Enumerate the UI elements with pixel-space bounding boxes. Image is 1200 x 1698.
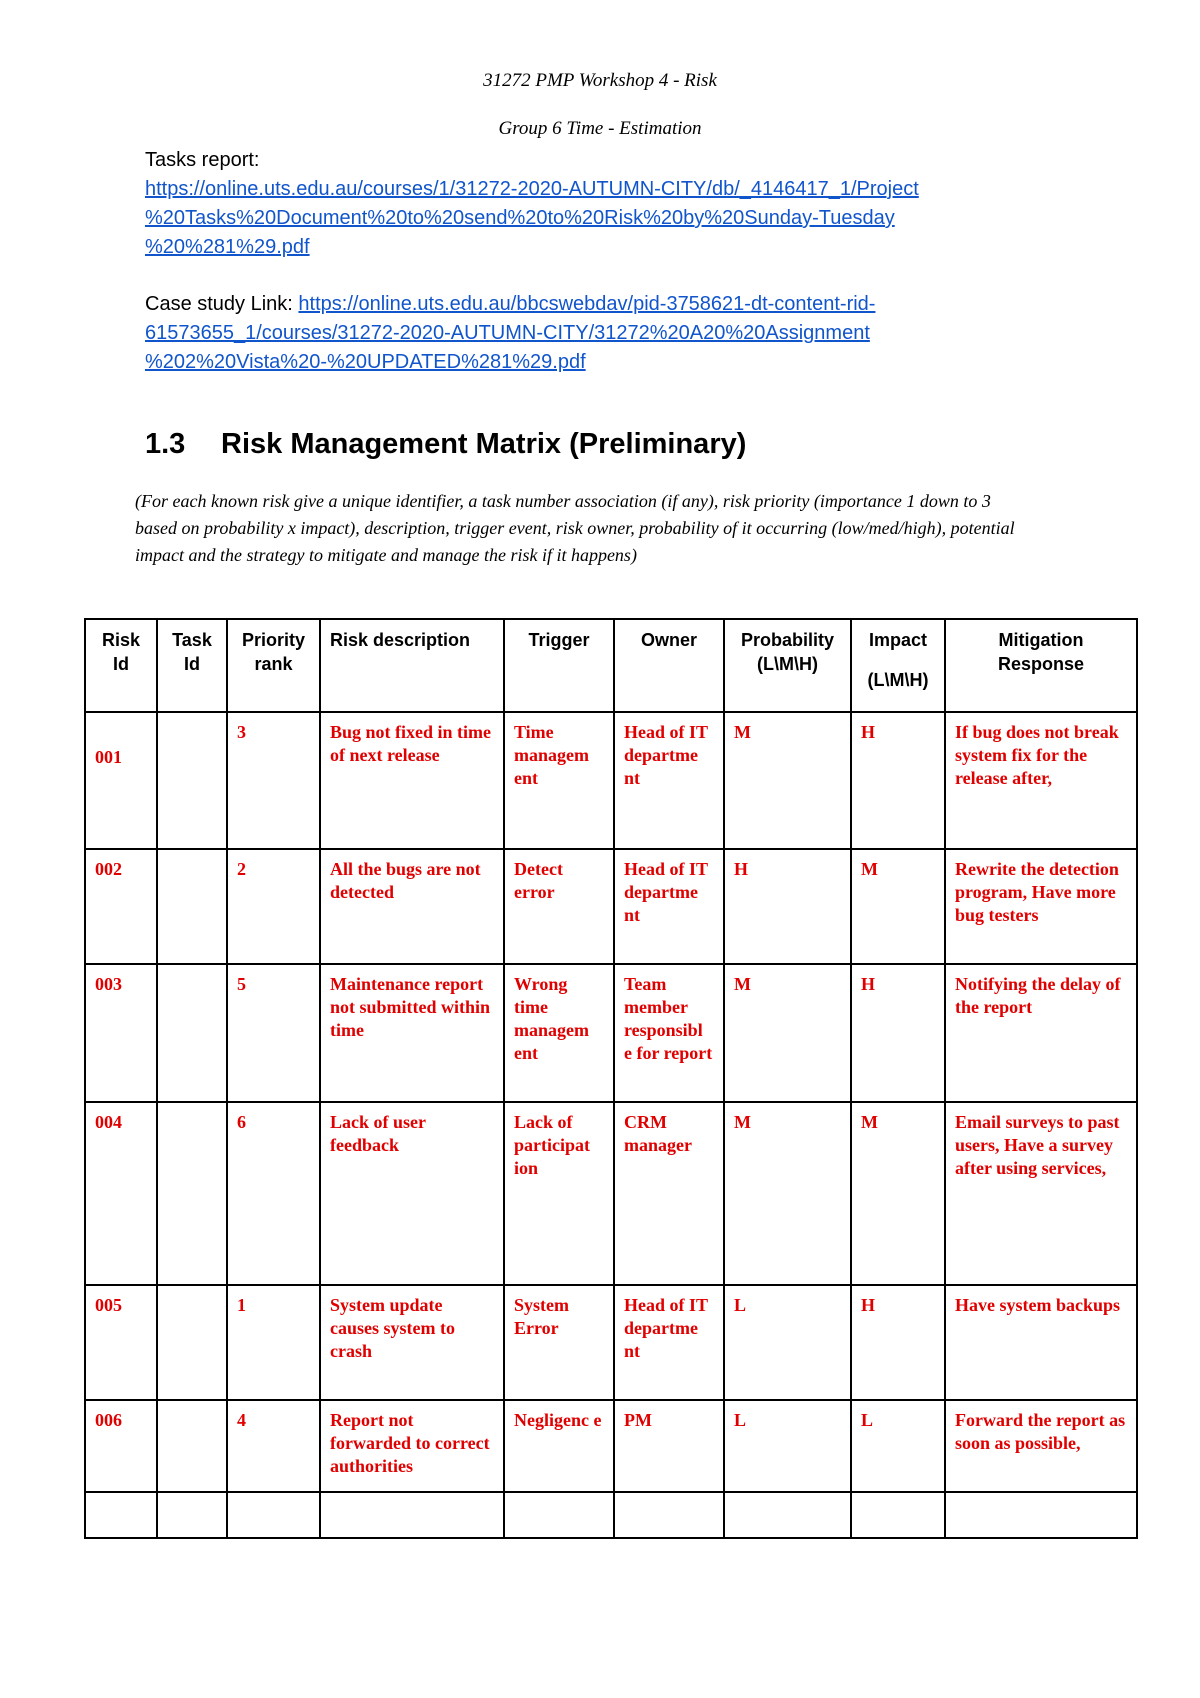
case-study-link-line-3[interactable]: %202%20Vista%20-%20UPDATED%281%29.pdf <box>145 351 586 373</box>
probability-cell: M <box>724 712 851 849</box>
owner-cell: Team member responsibl e for report <box>614 964 724 1102</box>
trigger-cell: Time managem ent <box>504 712 614 849</box>
section-number: 1.3 <box>145 428 186 460</box>
empty-cell <box>157 1492 227 1538</box>
risk-id-cell: 001 <box>85 712 157 849</box>
priority-cell: 2 <box>227 849 320 964</box>
table-row <box>85 849 1137 964</box>
owner-cell: CRM manager <box>614 1102 724 1285</box>
priority-cell: 1 <box>227 1285 320 1400</box>
risk-management-matrix <box>84 618 1138 1539</box>
header-owner: Owner <box>614 619 724 712</box>
case-study-link-line-2[interactable]: 61573655_1/courses/31272-2020-AUTUMN-CITY/31272%20A20%20Assignment <box>145 322 870 344</box>
tasks-report-link-line-2[interactable]: %20Tasks%20Document%20to%20send%20to%20Risk%20by%20Sunday-Tuesday <box>145 207 895 229</box>
table-row <box>85 964 1137 1102</box>
description-cell: All the bugs are not detected <box>320 849 504 964</box>
probability-cell: H <box>724 849 851 964</box>
probability-cell: M <box>724 1102 851 1285</box>
table-row <box>85 1102 1137 1285</box>
empty-cell <box>614 1492 724 1538</box>
probability-cell: L <box>724 1400 851 1492</box>
section-heading <box>145 428 746 461</box>
description-cell: Bug not fixed in time of next release <box>320 712 504 849</box>
header-impact-label: Impact <box>868 630 928 650</box>
description-cell: Lack of user feedback <box>320 1102 504 1285</box>
header-trigger: Trigger <box>504 619 614 712</box>
impact-cell: L <box>851 1400 945 1492</box>
mitigation-cell: Forward the report as soon as possible, <box>945 1400 1137 1492</box>
mitigation-cell: If bug does not break system fix for the release after, <box>945 712 1137 849</box>
risk-id-cell: 003 <box>85 964 157 1102</box>
task-id-cell <box>157 712 227 849</box>
trigger-cell: System Error <box>504 1285 614 1400</box>
empty-cell <box>85 1492 157 1538</box>
empty-cell <box>724 1492 851 1538</box>
header-task-id: Task Id <box>157 619 227 712</box>
empty-cell <box>320 1492 504 1538</box>
header-risk-id: Risk Id <box>85 619 157 712</box>
instructions-paragraph: (For each known risk give a unique identifier, a task number association (if any), risk priority (importance 1 down to 3 based on probability x impact), description, trigger event, risk owner, probability of it occurring (low/med/high), potential impact and the strategy to mitigate and manage the risk if it happens) <box>135 491 1015 565</box>
probability-cell: L <box>724 1285 851 1400</box>
priority-cell: 6 <box>227 1102 320 1285</box>
priority-cell: 4 <box>227 1400 320 1492</box>
owner-cell: Head of IT departme nt <box>614 712 724 849</box>
risk-id-cell: 002 <box>85 849 157 964</box>
document-header-subtitle: Group 6 Time - Estimation <box>498 118 702 139</box>
owner-cell: Head of IT departme nt <box>614 849 724 964</box>
empty-cell <box>945 1492 1137 1538</box>
trigger-cell: Negligenc e <box>504 1400 614 1492</box>
mitigation-cell: Rewrite the detection program, Have more bug testers <box>945 849 1137 964</box>
table-row <box>85 1285 1137 1400</box>
tasks-report-link-line-1[interactable]: https://online.uts.edu.au/courses/1/31272-2020-AUTUMN-CITY/db/_4146417_1/Project <box>145 178 919 200</box>
impact-cell: H <box>851 712 945 849</box>
document-header-title: 31272 PMP Workshop 4 - Risk <box>483 70 717 91</box>
trigger-cell: Lack of participat ion <box>504 1102 614 1285</box>
task-id-cell <box>157 849 227 964</box>
impact-cell: H <box>851 1285 945 1400</box>
empty-cell <box>504 1492 614 1538</box>
impact-cell: H <box>851 964 945 1102</box>
task-id-cell <box>157 1285 227 1400</box>
empty-cell <box>851 1492 945 1538</box>
mitigation-cell: Have system backups <box>945 1285 1137 1400</box>
header-priority-rank: Priority rank <box>227 619 320 712</box>
table-row <box>85 1400 1137 1492</box>
table-row-empty <box>85 1492 1137 1538</box>
risk-id-cell: 006 <box>85 1400 157 1492</box>
task-id-cell <box>157 1400 227 1492</box>
impact-cell: M <box>851 849 945 964</box>
task-id-cell <box>157 964 227 1102</box>
header-mitigation-response: Mitigation Response <box>945 619 1137 712</box>
mitigation-cell: Notifying the delay of the report <box>945 964 1137 1102</box>
case-study-block <box>145 290 875 377</box>
header-impact <box>851 619 945 712</box>
risk-id-cell: 004 <box>85 1102 157 1285</box>
probability-cell: M <box>724 964 851 1102</box>
owner-cell: Head of IT departme nt <box>614 1285 724 1400</box>
case-study-link-line-1[interactable]: https://online.uts.edu.au/bbcswebdav/pid-3758621-dt-content-rid- <box>298 293 876 315</box>
header-risk-description: Risk description <box>320 619 504 712</box>
case-study-label: Case study Link: <box>145 293 299 315</box>
trigger-cell: Wrong time managem ent <box>504 964 614 1102</box>
priority-cell: 3 <box>227 712 320 849</box>
section-title: Risk Management Matrix (Preliminary) <box>221 428 747 460</box>
task-id-cell <box>157 1102 227 1285</box>
header-probability: Probability (L\M\H) <box>724 619 851 712</box>
impact-cell: M <box>851 1102 945 1285</box>
description-cell: Report not forwarded to correct authorities <box>320 1400 504 1492</box>
trigger-cell: Detect error <box>504 849 614 964</box>
owner-cell: PM <box>614 1400 724 1492</box>
header-impact-scale: (L\M\H) <box>867 670 929 690</box>
description-cell: System update causes system to crash <box>320 1285 504 1400</box>
description-cell: Maintenance report not submitted within time <box>320 964 504 1102</box>
risk-id-cell: 005 <box>85 1285 157 1400</box>
tasks-report-label: Tasks report: <box>145 149 260 171</box>
tasks-report-block <box>145 146 919 262</box>
table-row <box>85 712 1137 849</box>
table-header-row <box>85 619 1137 712</box>
mitigation-cell: Email surveys to past users, Have a survey after using services, <box>945 1102 1137 1285</box>
empty-cell <box>227 1492 320 1538</box>
tasks-report-link-line-3[interactable]: %20%281%29.pdf <box>145 236 310 258</box>
priority-cell: 5 <box>227 964 320 1102</box>
